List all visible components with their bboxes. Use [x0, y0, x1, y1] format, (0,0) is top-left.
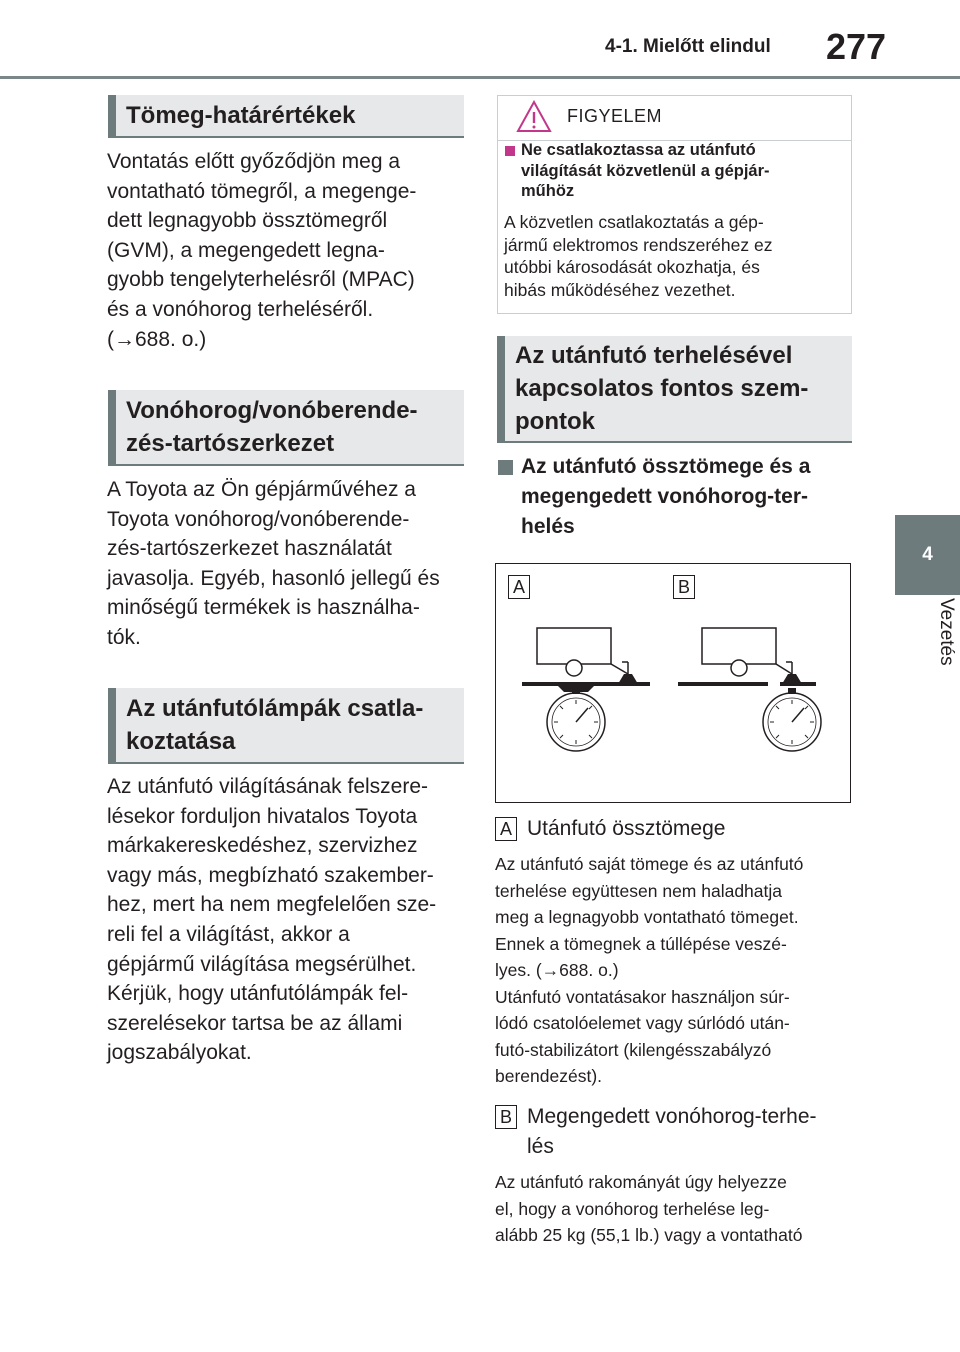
text-line: megengedett vonóhorog-ter-	[521, 485, 808, 508]
text-line: Az utánfutó saját tömege és az utánfutó	[495, 854, 804, 874]
text-line: zés-tartószerkezet használatát	[107, 537, 392, 561]
chapter-tab-number: 4	[895, 515, 960, 595]
text-line: gyobb tengelyterhelésről (MPAC)	[107, 268, 415, 292]
text-line: jármű elektromos rendszeréhez ez	[504, 234, 773, 255]
text-line: műhöz	[521, 182, 575, 200]
text-line: és a vonóhorog terheléséről.	[107, 297, 374, 321]
text-line: dett legnagyobb össztömegről	[107, 209, 388, 233]
section-heading-trailer-load	[497, 336, 852, 443]
text-line: A közvetlen csatlakoztatás a gép-	[504, 212, 764, 232]
text-line: javasolja. Egyéb, hasonló jellegű és	[107, 566, 440, 590]
section-heading-text: kapcsolatos fontos szem-	[515, 375, 809, 402]
text-line: lésekor forduljon hivatalos Toyota	[107, 804, 418, 828]
chapter-title: 4-1. Mielőtt elindul	[605, 36, 771, 57]
text-line: alább 25 kg (55,1 lb.) vagy a vontatható	[495, 1225, 803, 1245]
diagram-label-a: A	[508, 575, 530, 599]
text-line: A Toyota az Ön gépjárművéhez a	[107, 478, 416, 501]
scale-illustration	[496, 564, 849, 801]
section-heading-text: Az utánfutólámpák csatla-	[126, 695, 424, 722]
item-b-caption	[527, 1102, 857, 1162]
item-b-text	[495, 1169, 855, 1249]
section-heading-hitch-bracket	[108, 390, 464, 466]
page-number: 277	[826, 26, 887, 67]
warning-title	[521, 140, 841, 202]
item-a-badge: A	[495, 817, 517, 841]
text-line: el, hogy a vonóhorog terhelése leg-	[495, 1198, 770, 1219]
trailer-weight-diagram	[495, 563, 851, 803]
text-line: vontatható tömegről, a megenge-	[107, 179, 417, 203]
text-line: minőségű termékek is használha-	[107, 596, 420, 620]
text-line: terhelése együttesen nem haladhatja	[495, 880, 783, 901]
text-line: világítását közvetlenül a gépjár-	[521, 161, 770, 180]
text-line: lódó csatolóelemet vagy súrlódó után-	[495, 1013, 790, 1033]
trailer-lights-paragraph	[107, 772, 467, 1068]
section-heading-text: Az utánfutó terhelésével	[515, 342, 793, 369]
warning-label: FIGYELEM	[567, 106, 663, 126]
subheading-bullet-icon	[498, 460, 513, 475]
text-line: berendezést).	[495, 1066, 603, 1086]
weight-limits-paragraph	[107, 147, 462, 354]
text-line: Vontatás előtt győződjön meg a	[107, 150, 401, 173]
section-heading-text: Vonóhorog/vonóberende-	[126, 397, 418, 424]
text-line: tók.	[107, 625, 141, 649]
subheading-gross-weight	[521, 452, 841, 542]
page-reference: (→688. o.)	[107, 327, 207, 351]
text-line: meg a legnagyobb vontatható tömeget.	[495, 907, 799, 927]
section-heading-text: koztatása	[126, 728, 236, 755]
trailer-a	[522, 628, 650, 751]
hitch-bracket-paragraph	[107, 475, 462, 653]
text-line: Toyota vonóhorog/vonóberende-	[107, 507, 410, 531]
text-line: gépjármű világítása megsérülhet.	[107, 952, 417, 976]
diagram-label-b: B	[673, 575, 695, 599]
text-line: Az utánfutó világításának felszere-	[107, 775, 429, 798]
warning-triangle-icon	[516, 100, 552, 134]
warning-header	[498, 96, 851, 141]
item-b-badge: B	[495, 1105, 517, 1129]
text-line: reli fel a világítást, akkor a	[107, 922, 350, 946]
section-heading-text: Tömeg-határértékek	[126, 102, 356, 129]
text-line: lyes. (→688. o.)	[495, 960, 619, 980]
text-line: Az utánfutó össztömege és a	[521, 455, 811, 478]
warning-box	[497, 95, 852, 314]
text-line: márkakereskedéshez, szervizhez	[107, 834, 418, 858]
text-line: Kérjük, hogy utánfutólámpák fel-	[107, 982, 409, 1006]
item-a-text	[495, 851, 855, 1090]
text-line: szerelésekor tartsa be az állami	[107, 1011, 403, 1035]
text-line: Utánfutó vontatásakor használjon súr-	[495, 986, 790, 1007]
section-heading-weight-limits	[108, 95, 464, 138]
text-line: vagy más, megbízható szakember-	[107, 863, 434, 887]
text-line: Ne csatlakoztassa az utánfutó	[521, 141, 756, 159]
chapter-tab-label: Vezetés	[936, 598, 957, 666]
item-a-caption: Utánfutó össztömege	[527, 817, 726, 840]
section-heading-text: zés-tartószerkezet	[126, 430, 335, 457]
text-line: Az utánfutó rakományát úgy helyezze	[495, 1172, 787, 1192]
warning-text	[504, 211, 844, 301]
warning-bullet-icon	[505, 146, 515, 156]
section-heading-trailer-lights	[108, 688, 464, 764]
text-line: Megengedett vonóhorog-terhe-	[527, 1105, 817, 1128]
section-heading-text: pontok	[515, 408, 595, 435]
header-rule	[0, 76, 960, 79]
text-line: (GVM), a megengedett legna-	[107, 238, 385, 262]
text-line: hez, mert ha nem megfelelően sze-	[107, 893, 437, 917]
text-line: Ennek a tömegnek a túllépése veszé-	[495, 933, 787, 954]
text-line: futó-stabilizátort (kilengésszabályzó	[495, 1039, 772, 1060]
text-line: jogszabályokat.	[107, 1041, 252, 1065]
trailer-b	[678, 628, 821, 751]
text-line: hibás működéséhez vezethet.	[504, 279, 736, 300]
text-line: utóbbi károsodását okozhatja, és	[504, 257, 760, 277]
text-line: helés	[521, 515, 575, 538]
text-line: lés	[527, 1135, 554, 1158]
